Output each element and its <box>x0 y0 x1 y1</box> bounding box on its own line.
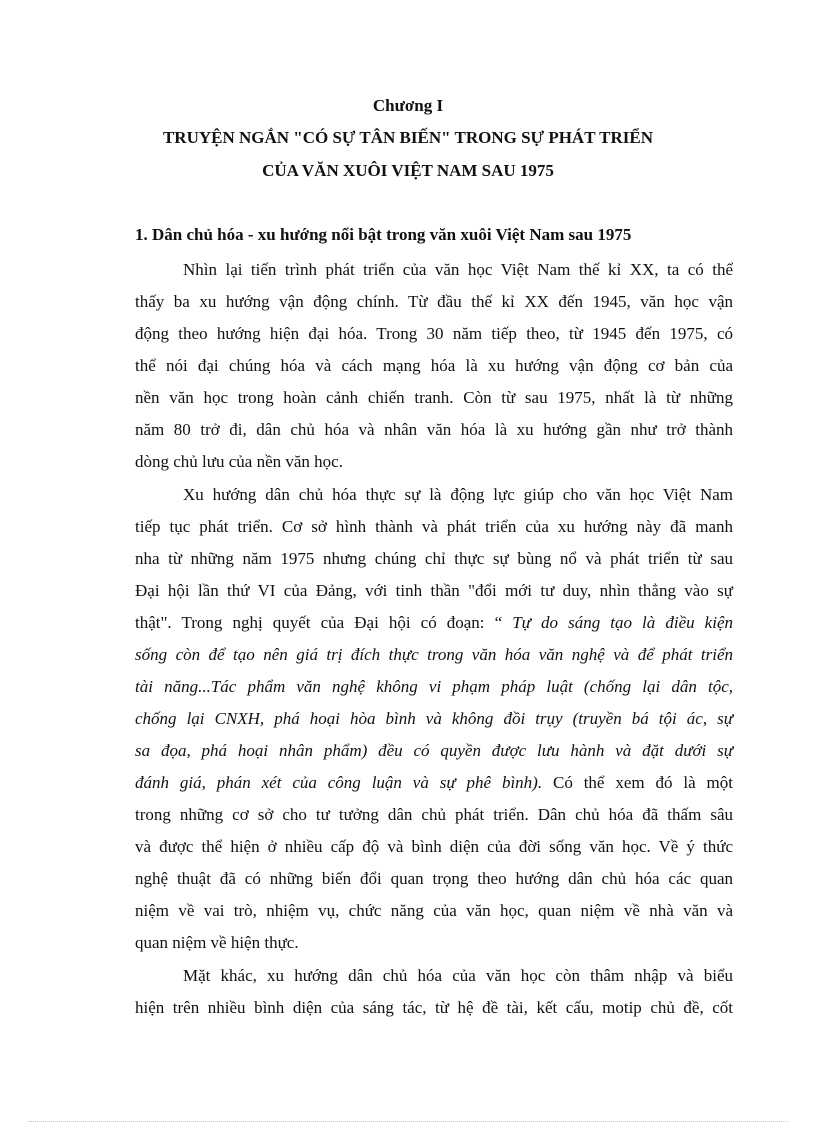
quote-text: Tự do sáng tạo là điều kiện <box>512 613 733 632</box>
paragraph-line: dòng chủ lưu của nền văn học. <box>135 452 343 471</box>
paragraph-line: quan niệm về hiện thực. <box>135 933 299 952</box>
quote-text: sống còn để tạo nên giá trị đích thực trong văn hóa văn nghệ và để phát triển <box>135 645 733 664</box>
paragraph-line <box>135 675 733 699</box>
paragraph-line: nha từ những năm 1975 nhưng chúng chỉ thực sự bùng nổ và phát triển từ sau <box>135 549 733 568</box>
paragraph-line: động theo hướng hiện đại hóa. Trong 30 năm tiếp theo, từ 1945 đến 1975, có <box>135 324 733 343</box>
paragraph-line: thể nói đại chúng hóa và cách mạng hóa là xu hướng vận động cơ bản của <box>135 356 733 375</box>
paragraph-line: trong những cơ sở cho tư tưởng dân chủ phát triển. Dân chủ hóa đã thấm sâu <box>135 805 733 824</box>
chapter-title-line-1: TRUYỆN NGẮN "CÓ SỰ TÂN BIẾN" TRONG SỰ PHÁT TRIỂN <box>162 128 654 147</box>
paragraph-line: niệm về vai trò, nhiệm vụ, chức năng của văn học, quan niệm về nhà văn và <box>135 901 733 920</box>
plain-text: thật". Trong nghị quyết của Đại hội có đoạn: “ <box>135 613 513 632</box>
section-heading: 1. Dân chủ hóa - xu hướng nổi bật trong văn xuôi Việt Nam sau 1975 <box>135 225 632 244</box>
quote-text: chống lại CNXH, phá hoại hòa bình và không đồi trụy (truyền bá tội ác, sự <box>135 709 733 728</box>
plain-text: Có thể xem đó là một <box>542 773 734 792</box>
paragraph-line: Xu hướng dân chủ hóa thực sự là động lực giúp cho văn học Việt Nam <box>183 485 733 504</box>
paragraph-line <box>135 643 733 667</box>
quote-text: tài năng...Tác phẩm văn nghệ không vi phạm pháp luật (chống lại dân tộc, <box>135 677 733 696</box>
paragraph-line: nền văn học trong hoàn cảnh chiến tranh. Còn từ sau 1975, nhất là từ những <box>135 388 733 407</box>
paragraph-line: năm 80 trở đi, dân chủ hóa và nhân văn hóa là xu hướng gần như trở thành <box>135 420 733 439</box>
page-bottom-rule <box>28 1121 788 1122</box>
paragraph-line: và được thể hiện ở nhiều cấp độ và bình diện của đời sống văn học. Về ý thức <box>135 837 733 856</box>
paragraph-line: thấy ba xu hướng vận động chính. Từ đầu thế kỉ XX đến 1945, văn học vận <box>135 292 733 311</box>
paragraph-line <box>135 707 733 731</box>
paragraph-line: hiện trên nhiều bình diện của sáng tác, từ hệ đề tài, kết cấu, motip chủ đề, cốt <box>135 998 733 1017</box>
chapter-label: Chương I <box>372 96 444 115</box>
paragraph-line: Nhìn lại tiến trình phát triển của văn học Việt Nam thế kỉ XX, ta có thể <box>183 260 733 279</box>
paragraph-line <box>135 739 733 763</box>
paragraph-line: nghệ thuật đã có những biến đổi quan trọng theo hướng dân chủ hóa các quan <box>135 869 733 888</box>
paragraph-line <box>135 771 733 795</box>
paragraph-line: tiếp tục phát triển. Cơ sở hình thành và phát triển của xu hướng này đã manh <box>135 517 733 536</box>
paragraph-line: Đại hội lần thứ VI của Đảng, với tinh thần "đổi mới tư duy, nhìn thẳng vào sự <box>135 581 733 600</box>
quote-text: sa đọa, phá hoại nhân phẩm) đều có quyền được lưu hành và đặt dưới sự <box>135 741 733 760</box>
paragraph-line <box>135 611 733 635</box>
quote-text: đánh giá, phán xét của công luận và sự phê bình). <box>135 773 543 792</box>
paragraph-line: Mặt khác, xu hướng dân chủ hóa của văn học còn thâm nhập và biểu <box>183 966 733 985</box>
chapter-title-line-2: CỦA VĂN XUÔI VIỆT NAM SAU 1975 <box>262 161 554 180</box>
